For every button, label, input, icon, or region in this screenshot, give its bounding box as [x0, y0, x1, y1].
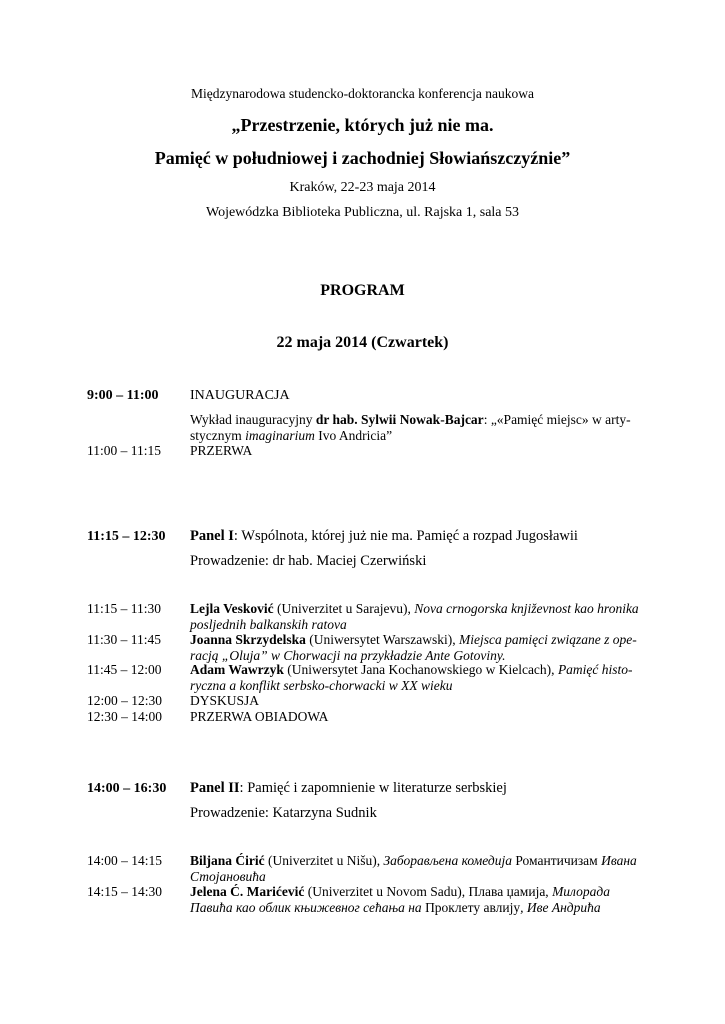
- venue: Wojewódzka Biblioteka Publiczna, ul. Rajska 1, sala 53: [205, 205, 520, 220]
- panel1-chair: Prowadzenie: dr hab. Maciej Czerwiński: [190, 553, 427, 569]
- inauguration-time: 9:00 – 11:00: [87, 388, 159, 403]
- day-heading: 22 maja 2014 (Czwartek): [276, 334, 449, 351]
- panel2-heading: Panel II: Pamięć i zapomnienie w literaturze serbskiej: [190, 780, 507, 796]
- lunch-time: 12:30 – 14:00: [87, 709, 163, 724]
- panel1-time: 11:15 – 12:30: [87, 529, 166, 544]
- lunch-label: PRZERWA OBIADOWA: [190, 709, 329, 724]
- talk-time: 11:30 – 11:45: [87, 632, 161, 647]
- talk-entry: Biljana Ćirić (Univerzitet u Nišu), Заборављена комедија Романтичизам Ивана Стојановића: [190, 853, 637, 884]
- talk-time: 11:15 – 11:30: [87, 601, 161, 616]
- inaugural-lecture: Wykład inauguracyjny dr hab. Sylwii Nowak-Bajcar: „«Pamięć miejsc» w arty- stycznym imaginarium Ivo Andricia”: [190, 412, 631, 443]
- conference-title-line2: Pamięć w południowej i zachodniej Słowiańszczyźnie”: [154, 148, 571, 168]
- panel2-chair: Prowadzenie: Katarzyna Sudnik: [190, 805, 377, 821]
- break-label: PRZERWA: [190, 443, 253, 458]
- talk-entry: Adam Wawrzyk (Uniwersytet Jana Kochanowskiego w Kielcach), Pamięć histo- ryczna a konflikt serbsko-chorwacki w XX wieku: [190, 662, 633, 693]
- talk-time: 11:45 – 12:00: [87, 662, 162, 677]
- inauguration-title: INAUGURACJA: [190, 388, 290, 403]
- discussion-label: DYSKUSJA: [190, 693, 260, 708]
- talk-time: 14:15 – 14:30: [87, 884, 163, 899]
- talk-entry: Joanna Skrzydelska (Uniwersytet Warszawski), Miejsca pamięci związane z ope- racją „Oluja” w Chorwacji na przykładzie Ante Gotoviny.: [190, 632, 637, 663]
- program-heading: PROGRAM: [320, 282, 405, 299]
- lecture-speaker: dr hab. Sylwii Nowak-Bajcar: [315, 412, 484, 427]
- panel2-time: 14:00 – 16:30: [87, 781, 167, 796]
- place-date: Kraków, 22-23 maja 2014: [289, 180, 436, 195]
- discussion-time: 12:00 – 12:30: [87, 693, 163, 708]
- talk-entry: Lejla Vesković (Univerzitet u Sarajevu), Nova crnogorska književnost kao hronika posljednih balkanskih ratova: [190, 601, 639, 632]
- conference-name: Międzynarodowa studencko-doktorancka konferencja naukowa: [191, 86, 534, 101]
- talk-entry: Jelena Ć. Marićević (Univerzitet u Novom Sadu), Плава џамија, Милорада Павића као облик књижевног сећања на Проклету авлију, Иве Андрића: [190, 884, 610, 915]
- panel1-heading: Panel I: Wspólnota, której już nie ma. Pamięć a rozpad Jugosławii: [190, 528, 578, 544]
- break-time: 11:00 – 11:15: [87, 443, 161, 458]
- conference-title-line1: „Przestrzenie, których już nie ma.: [231, 115, 494, 135]
- talk-time: 14:00 – 14:15: [87, 853, 163, 868]
